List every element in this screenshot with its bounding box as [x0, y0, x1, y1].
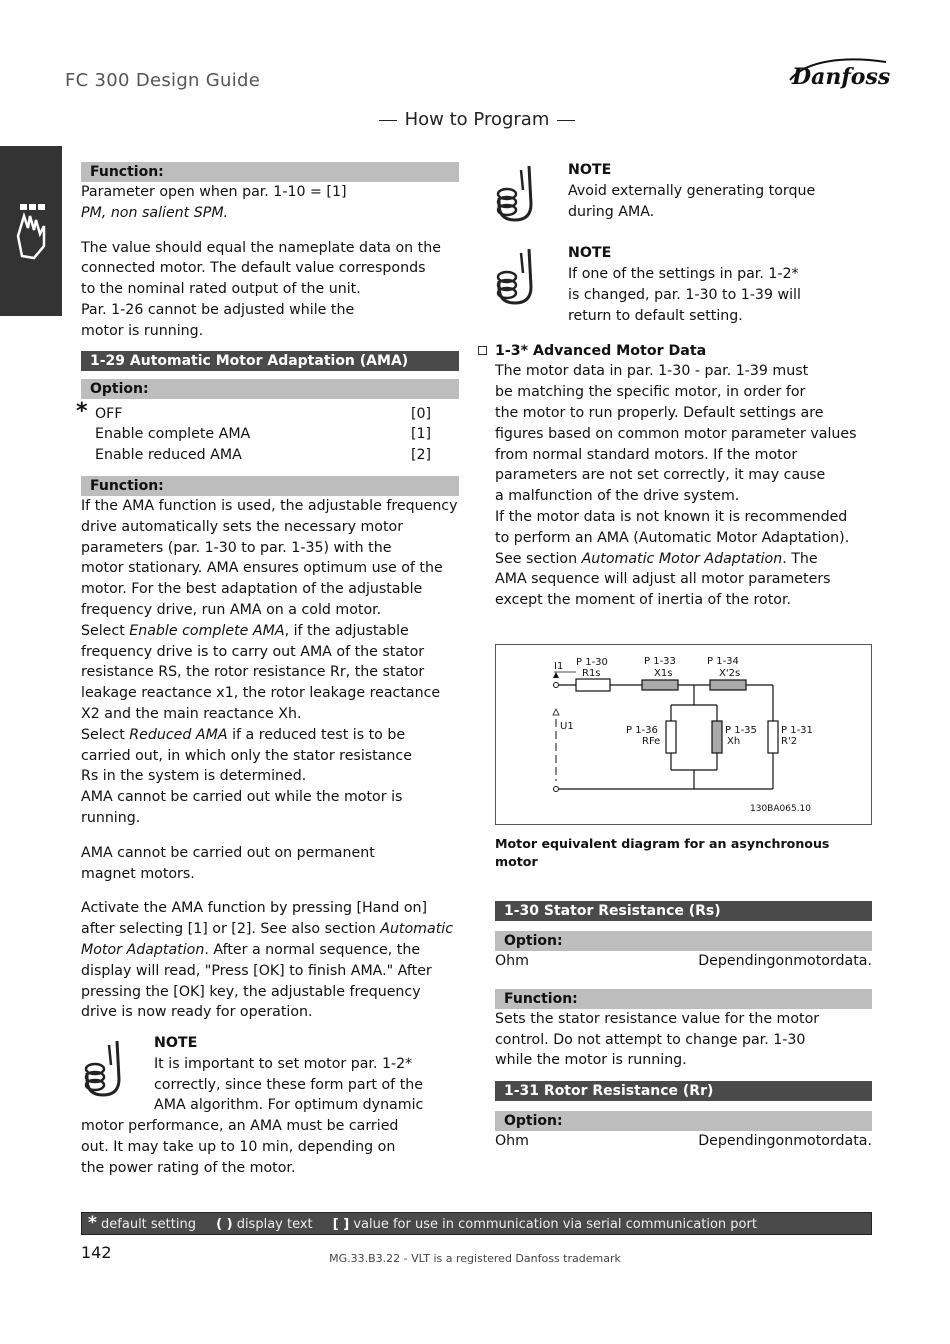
danfoss-logo	[786, 50, 890, 94]
function-bar: Function:	[81, 162, 459, 182]
trademark-footer: MG.33.B3.22 - VLT is a registered Danfoss trademark	[329, 1252, 621, 1265]
default-star: *	[76, 398, 88, 424]
option-bar: Option:	[81, 379, 459, 399]
hand-note-icon	[493, 164, 539, 224]
chapter-side-tab	[0, 146, 62, 316]
iron-loss-resistance-symbol	[666, 721, 676, 753]
motor-equivalent-diagram	[495, 644, 872, 825]
section-title: How to Program	[0, 109, 950, 130]
diagram-code: 130BA065.10	[750, 803, 812, 814]
label-p134: P 1-34	[707, 655, 739, 667]
label-r1s: R1s	[582, 667, 601, 679]
par-condition-line-2: PM, non salient SPM.	[81, 204, 229, 221]
left-column: Function: Parameter open when par. 1-10 = [1] PM, non salient SPM. The value should equal the nameplate data on the connected motor. The default value corresponds to the nominal rated output of the unit. Par. 1-26 cannot be adjusted while the motor is running. 1-29 Automatic Motor Adaptation (AMA) Option: * OFF [0] Enable complete AMA [1] Enable reduced AMA [2] Function: If the AMA function is used, the adjustable frequency drive automatically sets the necessary motor parameters (par. 1-30 to par. 1-35) with the motor stationary. AMA ensures optimum use of the motor. For the best adaptation of the adjustable frequency drive, run AMA on a cold motor. Select Enable complete AMA, if the adjustable frequency drive is to carry out AMA of the stator resistance RS, the rotor resistance Rr, the stator leakage reactance x1, the rotor leakage reactance X2 and the main reactance Xh. Select Reduced AMA if a reduced test is to be carried out, in which only the stator resistance Rs in the system is determined. AMA cannot be carried out while the motor is running. AMA cannot be carried out on permanent magnet motors. Activate the AMA function by pressing [Hand on] after selecting [1] or [2]. See also section Automatic Motor Adaptation. After a normal sequence, the display will read, "Press [OK] to finish AMA." After pressing the [OK] key, the adjustable frequency drive is now ready for operation. NOTE It is important to set motor par. 1-2* correctly, since these form part of the AMA algorithm. For optimum dynamic motor performance, an AMA must be carried out. It may take up to 10 min, depending on the power rating of the motor.	[76, 164, 458, 1176]
document-title: FC 300 Design Guide	[65, 70, 261, 91]
option-bar: Option:	[495, 931, 872, 951]
nameplate-paragraph: The value should equal the nameplate data on the connected motor. The default value corresponds to the nominal rated output of the unit. Par. 1-26 cannot be adjusted while the motor is running.	[81, 239, 441, 339]
stator-option-row: Ohm Dependingonmotordata.	[495, 952, 872, 969]
activate-paragraph: Activate the AMA function by pressing [Hand on] after selecting [1] or [2]. See also section Automatic Motor Adaptation. After a normal sequence, the display will read, "Press [OK] to finish AMA." After pressing the [OK] key, the adjustable frequency drive is now ready for operation.	[81, 900, 453, 1021]
option-row-off: * OFF [0]	[76, 398, 432, 424]
rotor-resistance-symbol	[768, 721, 778, 753]
function-bar: Function:	[495, 989, 872, 1009]
note-title: NOTE	[568, 245, 612, 262]
label-p135: P 1-35	[725, 724, 757, 736]
parameter-header-stator: 1-30 Stator Resistance (Rs)	[495, 901, 872, 921]
option-row-reduced: Enable reduced AMA [2]	[95, 447, 432, 464]
label-r2: R'2	[781, 735, 798, 747]
label-x2s: X'2s	[719, 667, 741, 679]
function-bar: Function:	[81, 476, 459, 496]
legend-bar: * default setting ( ) display text [ ] value for use in communication via serial communication port	[81, 1212, 872, 1235]
rotor-option-row: Ohm Dependingonmotordata.	[495, 1133, 872, 1150]
hand-keypad-icon	[0, 146, 62, 316]
note-block: NOTE It is important to set motor par. 1-2* correctly, since these form part of the AMA algorithm. For optimum dynamic	[81, 1033, 459, 1116]
label-p131: P 1-31	[781, 724, 813, 736]
main-reactance-symbol	[712, 721, 722, 753]
right-column	[495, 160, 872, 1152]
option-bar: Option:	[495, 1111, 872, 1131]
permanent-magnet-paragraph: AMA cannot be carried out on permanent magnet motors.	[81, 844, 375, 882]
parameter-header-ama: 1-29 Automatic Motor Adaptation (AMA)	[81, 351, 459, 371]
label-rfe: RFe	[642, 735, 661, 747]
rotor-reactance-symbol	[710, 680, 746, 690]
legend-star: *	[88, 1213, 97, 1233]
option-row-complete: Enable complete AMA [1]	[95, 426, 432, 443]
stator-resistance-symbol	[576, 679, 610, 691]
label-u1: U1	[560, 720, 574, 732]
svg-text:Danfoss: Danfoss	[792, 64, 890, 90]
label-xh: Xh	[727, 735, 741, 747]
stator-reactance-symbol	[642, 680, 678, 690]
diagram-caption: Motor equivalent diagram for an asynchronous motor	[495, 835, 830, 869]
parameter-header-rotor: 1-31 Rotor Resistance (Rr)	[495, 1081, 872, 1101]
hand-note-icon	[493, 247, 539, 307]
par-condition-line: Parameter open when par. 1-10 = [1]	[81, 184, 347, 200]
ama-description: If the AMA function is used, the adjustable frequency drive automatically sets the necessary motor parameters (par. 1-30 to par. 1-35) with the motor stationary. AMA ensures optimum use of the motor. For the best adaptation of the adjustable frequency drive, run AMA on a cold motor. Select Enable complete AMA, if the adjustable frequency drive is to carry out AMA of the stator resistance RS, the rotor resistance Rr, the stator leakage reactance x1, the rotor leakage reactance X2 and the main reactance Xh. Select Reduced AMA if a reduced test is to be carried out, in which only the stator resistance Rs in the system is determined. AMA cannot be carried out while the motor is running.	[81, 497, 458, 826]
label-p130: P 1-30	[576, 656, 608, 668]
page-number: 142	[81, 1243, 112, 1262]
subsection-heading: 1-3* Advanced Motor Data	[495, 341, 872, 362]
note-block: NOTE Avoid externally generating torque during AMA.	[495, 160, 872, 222]
advanced-motor-data-paragraph: The motor data in par. 1-30 - par. 1-39 must be matching the specific motor, in order for the motor to run properly. Default settings are figures based on common motor parameter values from normal standard motors. If the motor parameters are not set correctly, it may cause a malfunction of the drive system. If the motor data is not known it is recommended to perform an AMA (Automatic Motor Adaptation). See section Automatic Motor Adaptation. The AMA sequence will adjust all motor parameters except the moment of inertia of the rotor.	[495, 363, 857, 609]
note-block: NOTE If one of the settings in par. 1-2* is changed, par. 1-30 to 1-39 will return to default setting.	[495, 243, 872, 326]
label-p136: P 1-36	[626, 724, 658, 736]
label-x1s: X1s	[654, 667, 673, 679]
checkbox-bullet-icon	[478, 346, 487, 355]
stator-function-text: Sets the stator resistance value for the motor control. Do not attempt to change par. 1-30 while the motor is running.	[495, 1010, 820, 1069]
note-title: NOTE	[154, 1035, 198, 1052]
hand-note-icon	[81, 1039, 127, 1099]
label-p133: P 1-33	[644, 655, 676, 667]
label-i1: I1	[554, 660, 564, 672]
note-title: NOTE	[568, 162, 612, 178]
